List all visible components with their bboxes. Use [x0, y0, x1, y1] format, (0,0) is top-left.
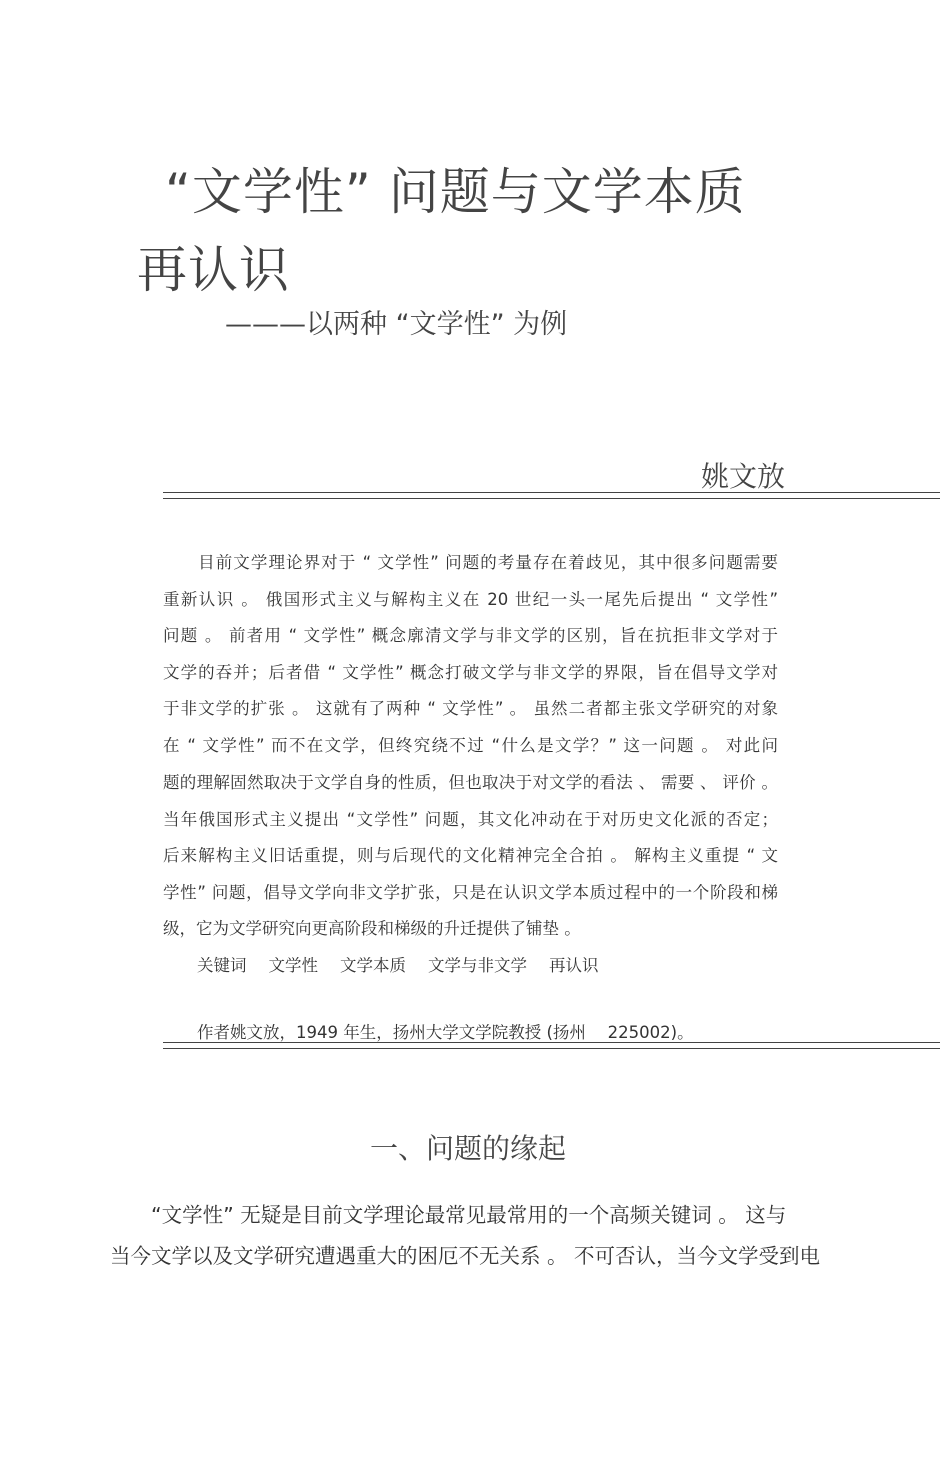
keyword: 文学本质 — [340, 956, 406, 975]
abstract-line: 在 “ 文学性” 而不在文学，但终究绕不过 “什么是文学？” 这一问题 。 对此问 — [163, 736, 778, 755]
abstract-line: 问题 。 前者用 “ 文学性” 概念廓清文学与非文学的区别，旨在抗拒非文学对于 — [163, 626, 778, 645]
double-rule-top — [163, 492, 940, 499]
body-line: “文学性” 无疑是目前文学理论最常见最常用的一个高频关键词 。 这与 — [110, 1203, 787, 1227]
section-heading: 一、问题的缘起 — [369, 1132, 566, 1165]
abstract-line: 于非文学的扩张 。 这就有了两种 “ 文学性” 。 虽然二者都主张文学研究的对象 — [163, 699, 778, 718]
abstract-line: 学性” 问题，倡导文学向非文学扩张，只是在认识文学本质过程中的一个阶段和梯 — [163, 883, 778, 902]
keywords-label: 关键词 — [197, 956, 247, 975]
abstract-line: 目前文学理论界对于 “ 文学性” 问题的考量存在着歧见，其中很多问题需要 — [163, 553, 778, 572]
author-name: 姚文放 — [700, 460, 785, 493]
abstract-line: 后来解构主义旧话重提，则与后现代的文化精神完全合拍 。 解构主义重提 “ 文 — [163, 846, 778, 865]
keywords — [197, 952, 599, 976]
abstract-line: 重新认识 。 俄国形式主义与解构主义在 20 世纪一头一尾先后提出 “ 文学性” — [163, 590, 778, 609]
title-line-1: “文学性” 问题与文学本质 — [165, 163, 746, 221]
title-line-2: 再认识 — [137, 241, 290, 299]
author-note: 作者姚文放，1949 年生，扬州大学文学院教授 (扬州 225002)。 — [197, 1023, 694, 1042]
keyword: 文学性 — [268, 956, 318, 975]
keyword: 文学与非文学 — [428, 956, 527, 975]
keyword: 再认识 — [549, 956, 599, 975]
abstract-line: 当年俄国形式主义提出 “文学性” 问题，其文化冲动在于对历史文化派的否定； — [163, 810, 778, 829]
subtitle: ———以两种 “文学性” 为例 — [225, 309, 568, 340]
abstract-line: 级，它为文学研究向更高阶段和梯级的升迁提供了铺垫 。 — [163, 919, 581, 938]
double-rule-bottom — [163, 1042, 940, 1049]
body-line: 当今文学以及文学研究遭遇重大的困厄不无关系 。 不可否认，当今文学受到电 — [110, 1244, 821, 1268]
abstract-line: 文学的吞并；后者借 “ 文学性” 概念打破文学与非文学的界限，旨在倡导文学对 — [163, 663, 778, 682]
abstract-line: 题的理解固然取决于文学自身的性质，但也取决于对文学的看法 、 需要 、 评价 。 — [163, 773, 778, 792]
